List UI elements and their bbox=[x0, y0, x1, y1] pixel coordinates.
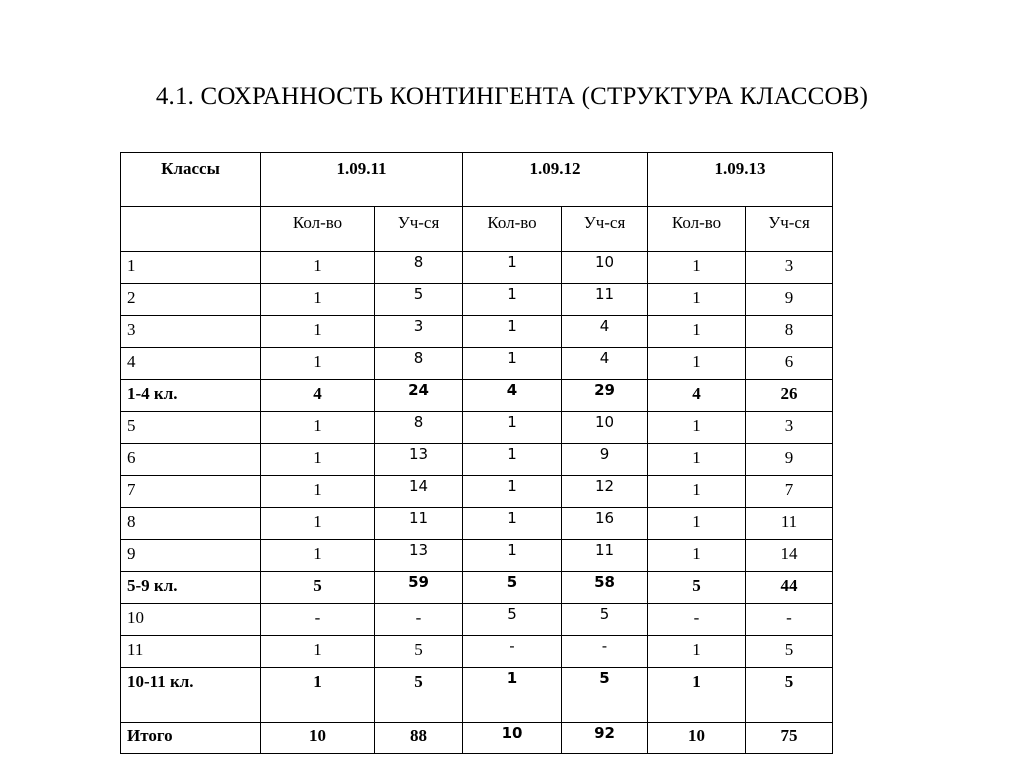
table-cell: 1 bbox=[463, 476, 562, 508]
table-cell: - bbox=[463, 636, 562, 668]
table-cell: 5 bbox=[648, 572, 746, 604]
table-cell: 6 bbox=[746, 348, 833, 380]
table-row bbox=[121, 316, 833, 348]
table-cell: 7 bbox=[746, 476, 833, 508]
row-label: 5 bbox=[121, 412, 261, 444]
table-cell: 10 bbox=[648, 723, 746, 754]
table-cell: 1 bbox=[261, 636, 375, 668]
table-cell: 5 bbox=[562, 604, 648, 636]
date-header: 1.09.13 bbox=[648, 153, 833, 207]
table-cell: 9 bbox=[746, 284, 833, 316]
subtotal-row bbox=[121, 380, 833, 412]
table-row bbox=[121, 444, 833, 476]
table-cell: - bbox=[261, 604, 375, 636]
subtotal-row bbox=[121, 572, 833, 604]
table-cell: 10 bbox=[562, 252, 648, 284]
table-cell: 1 bbox=[261, 444, 375, 476]
table-cell: 5 bbox=[562, 668, 648, 723]
table-cell: 14 bbox=[746, 540, 833, 572]
table-cell: 1 bbox=[261, 252, 375, 284]
table-cell: 1 bbox=[648, 668, 746, 723]
table-cell: 9 bbox=[562, 444, 648, 476]
row-label: 10 bbox=[121, 604, 261, 636]
empty-cell bbox=[121, 207, 261, 252]
table-cell: 1 bbox=[648, 412, 746, 444]
row-label: 1 bbox=[121, 252, 261, 284]
table-cell: 11 bbox=[375, 508, 463, 540]
row-label: Итого bbox=[121, 723, 261, 754]
table-cell: 5 bbox=[375, 636, 463, 668]
subheader-students: Уч-ся bbox=[746, 207, 833, 252]
table-row bbox=[121, 508, 833, 540]
table-cell: 1 bbox=[648, 636, 746, 668]
table-cell: 10 bbox=[261, 723, 375, 754]
table-cell: 1 bbox=[463, 316, 562, 348]
table-cell: 1 bbox=[463, 412, 562, 444]
subheader-count: Кол-во bbox=[261, 207, 375, 252]
table-cell: 59 bbox=[375, 572, 463, 604]
date-header: 1.09.11 bbox=[261, 153, 463, 207]
table-cell: 4 bbox=[463, 380, 562, 412]
table-cell: 24 bbox=[375, 380, 463, 412]
table-cell: 9 bbox=[746, 444, 833, 476]
table-cell: 1 bbox=[648, 284, 746, 316]
subheader-students: Уч-ся bbox=[375, 207, 463, 252]
table-cell: 8 bbox=[375, 348, 463, 380]
table-cell: 5 bbox=[375, 284, 463, 316]
row-label: 2 bbox=[121, 284, 261, 316]
table-cell: 1 bbox=[261, 316, 375, 348]
table-cell: 1 bbox=[648, 252, 746, 284]
table-cell: 5 bbox=[261, 572, 375, 604]
table-cell: 44 bbox=[746, 572, 833, 604]
table-cell: 16 bbox=[562, 508, 648, 540]
contingent-table bbox=[120, 152, 833, 754]
table-cell: 1 bbox=[261, 284, 375, 316]
table-cell: 1 bbox=[261, 476, 375, 508]
table-cell: 5 bbox=[746, 636, 833, 668]
table-cell: 5 bbox=[375, 668, 463, 723]
page-title: 4.1. СОХРАННОСТЬ КОНТИНГЕНТА (СТРУКТУРА КЛАССОВ) bbox=[155, 83, 869, 110]
table-row bbox=[121, 348, 833, 380]
table-cell: 1 bbox=[463, 444, 562, 476]
table-cell: - bbox=[648, 604, 746, 636]
subtotal-row bbox=[121, 723, 833, 754]
table-cell: 75 bbox=[746, 723, 833, 754]
table-row bbox=[121, 604, 833, 636]
table-cell: 26 bbox=[746, 380, 833, 412]
table-cell: 1 bbox=[463, 668, 562, 723]
subheader-row bbox=[121, 207, 833, 252]
table-cell: 3 bbox=[375, 316, 463, 348]
table-cell: 8 bbox=[375, 252, 463, 284]
table-cell: 11 bbox=[562, 284, 648, 316]
row-label: 5-9 кл. bbox=[121, 572, 261, 604]
table-cell: 1 bbox=[463, 540, 562, 572]
row-label: 3 bbox=[121, 316, 261, 348]
row-label: 7 bbox=[121, 476, 261, 508]
table-cell: 1 bbox=[463, 284, 562, 316]
table-cell: 14 bbox=[375, 476, 463, 508]
table-cell: 1 bbox=[463, 252, 562, 284]
table-cell: 1 bbox=[648, 348, 746, 380]
table-row bbox=[121, 412, 833, 444]
table-cell: 10 bbox=[463, 723, 562, 754]
table-row bbox=[121, 284, 833, 316]
table-cell: 8 bbox=[746, 316, 833, 348]
table-cell: 92 bbox=[562, 723, 648, 754]
subtotal-row bbox=[121, 668, 833, 723]
table-cell: 12 bbox=[562, 476, 648, 508]
table-cell: 13 bbox=[375, 540, 463, 572]
table-cell: 4 bbox=[562, 316, 648, 348]
table-cell: 13 bbox=[375, 444, 463, 476]
table-cell: 8 bbox=[375, 412, 463, 444]
table-row bbox=[121, 252, 833, 284]
subheader-students: Уч-ся bbox=[562, 207, 648, 252]
table-cell: 88 bbox=[375, 723, 463, 754]
table-cell: 1 bbox=[261, 540, 375, 572]
table-cell: 1 bbox=[463, 348, 562, 380]
table-cell: 1 bbox=[648, 316, 746, 348]
table-cell: 11 bbox=[746, 508, 833, 540]
row-label: 9 bbox=[121, 540, 261, 572]
row-label: 8 bbox=[121, 508, 261, 540]
header-row bbox=[121, 153, 833, 207]
table-cell: 4 bbox=[562, 348, 648, 380]
table-row bbox=[121, 476, 833, 508]
table-cell: 4 bbox=[261, 380, 375, 412]
table-cell: 1 bbox=[648, 540, 746, 572]
table-cell: 1 bbox=[463, 508, 562, 540]
table-cell: 1 bbox=[261, 348, 375, 380]
table-cell: 5 bbox=[746, 668, 833, 723]
classes-header: Классы bbox=[121, 153, 261, 207]
table-cell: 1 bbox=[261, 668, 375, 723]
table-cell: - bbox=[746, 604, 833, 636]
table-row bbox=[121, 540, 833, 572]
table-row bbox=[121, 636, 833, 668]
table-cell: 4 bbox=[648, 380, 746, 412]
row-label: 6 bbox=[121, 444, 261, 476]
table-cell: 1 bbox=[648, 476, 746, 508]
date-header: 1.09.12 bbox=[463, 153, 648, 207]
subheader-count: Кол-во bbox=[648, 207, 746, 252]
row-label: 10-11 кл. bbox=[121, 668, 261, 723]
table-cell: 1 bbox=[261, 412, 375, 444]
table-cell: 1 bbox=[648, 508, 746, 540]
table-cell: 5 bbox=[463, 572, 562, 604]
subheader-count: Кол-во bbox=[463, 207, 562, 252]
table-cell: - bbox=[375, 604, 463, 636]
table-cell: 29 bbox=[562, 380, 648, 412]
table-cell: 58 bbox=[562, 572, 648, 604]
row-label: 11 bbox=[121, 636, 261, 668]
table-cell: 5 bbox=[463, 604, 562, 636]
table-cell: 11 bbox=[562, 540, 648, 572]
table-cell: 1 bbox=[648, 444, 746, 476]
table-cell: 10 bbox=[562, 412, 648, 444]
table-cell: 3 bbox=[746, 412, 833, 444]
table-cell: 1 bbox=[261, 508, 375, 540]
table-cell: - bbox=[562, 636, 648, 668]
row-label: 4 bbox=[121, 348, 261, 380]
row-label: 1-4 кл. bbox=[121, 380, 261, 412]
table-cell: 3 bbox=[746, 252, 833, 284]
